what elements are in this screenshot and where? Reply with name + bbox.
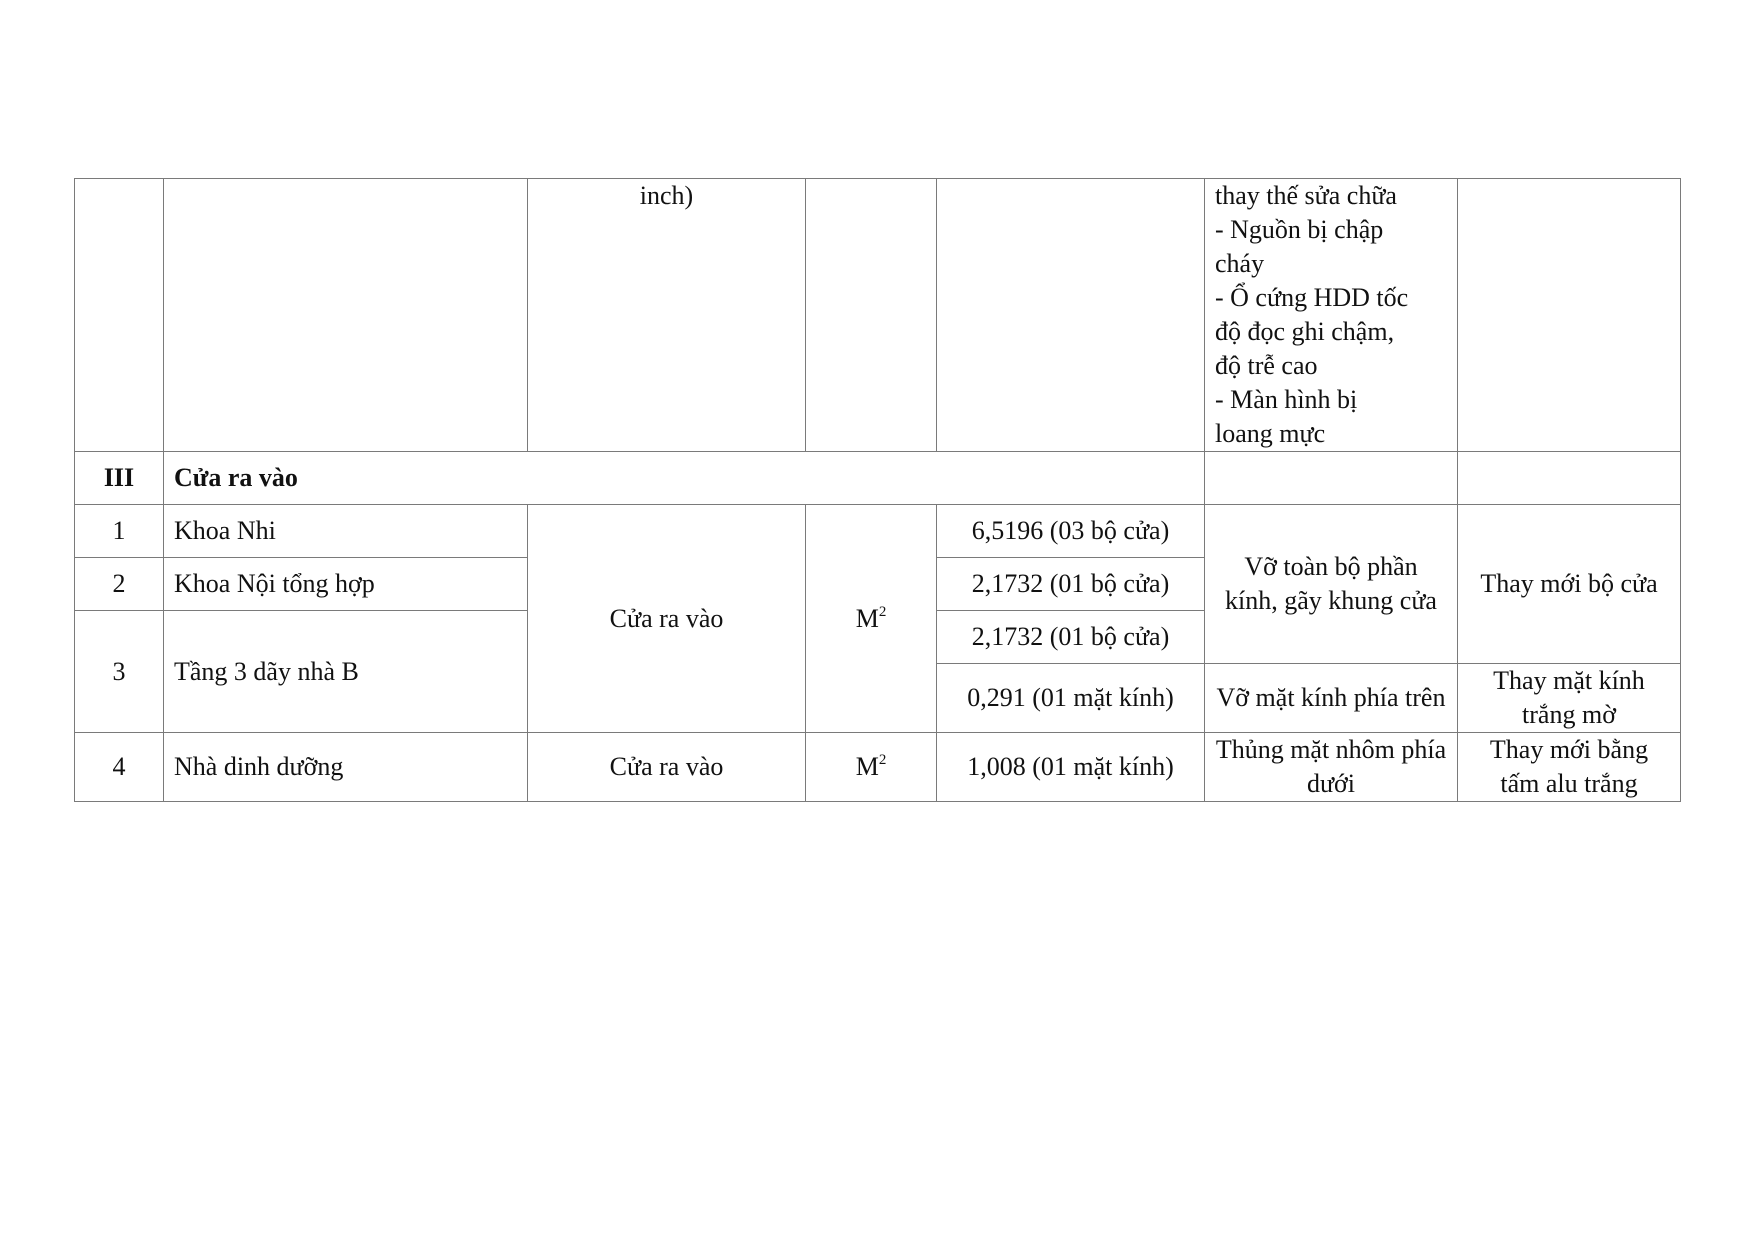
condition-line: - Nguồn bị chập (1215, 215, 1384, 244)
unit-cell (806, 505, 937, 733)
stt-cell: 2 (75, 558, 164, 611)
equipment-table (74, 178, 1681, 802)
unit-exponent: 2 (878, 603, 887, 620)
quantity-cell: 2,1732 (01 bộ cửa) (937, 558, 1205, 611)
solution-cell: Thay mới bằng tấm alu trắng (1458, 733, 1681, 802)
stt-cell: 4 (75, 733, 164, 802)
condition-cell: Thủng mặt nhôm phía dưới (1205, 733, 1458, 802)
stt-cell: 1 (75, 505, 164, 558)
item-cell: Cửa ra vào (528, 505, 806, 733)
unit-exponent: 2 (878, 752, 887, 768)
section-condition-empty (1205, 452, 1458, 505)
section-title: Cửa ra vào (164, 452, 1205, 505)
condition-line: cháy (1215, 249, 1265, 278)
condition-line: độ trễ cao (1215, 351, 1318, 380)
condition-line: - Màn hình bị (1215, 385, 1358, 414)
solution-cell: Thay mới bộ cửa (1458, 505, 1681, 664)
section-row (75, 452, 1681, 505)
unit-base: M (855, 603, 879, 633)
table-row (75, 505, 1681, 558)
section-solution-empty (1458, 452, 1681, 505)
location-cell: Khoa Nội tổng hợp (164, 558, 528, 611)
solution-cell-empty (1458, 179, 1681, 452)
location-cell-empty (164, 179, 528, 452)
quantity-cell: 2,1732 (01 bộ cửa) (937, 611, 1205, 664)
condition-cell (1205, 179, 1458, 452)
quantity-cell: 6,5196 (03 bộ cửa) (937, 505, 1205, 558)
table-row (75, 733, 1681, 802)
continuation-row (75, 179, 1681, 452)
quantity-cell: 0,291 (01 mặt kính) (937, 664, 1205, 733)
quantity-cell: 1,008 (01 mặt kính) (937, 733, 1205, 802)
unit-cell-empty (806, 179, 937, 452)
condition-cell: Vỡ mặt kính phía trên (1205, 664, 1458, 733)
condition-line: độ đọc ghi chậm, (1215, 317, 1395, 346)
spec-cell: inch) (528, 179, 806, 452)
section-number: III (75, 452, 164, 505)
stt-cell: 3 (75, 611, 164, 733)
location-cell: Nhà dinh dưỡng (164, 733, 528, 802)
condition-line: thay thế sửa chữa (1215, 181, 1397, 210)
location-cell: Tầng 3 dãy nhà B (164, 611, 528, 733)
condition-line: - Ổ cứng HDD tốc (1215, 283, 1409, 312)
condition-cell: Vỡ toàn bộ phần kính, gãy khung cửa (1205, 505, 1458, 664)
unit-base: M (855, 752, 879, 781)
item-cell: Cửa ra vào (528, 733, 806, 802)
stt-cell-empty (75, 179, 164, 452)
quantity-cell-empty (937, 179, 1205, 452)
unit-cell (806, 733, 937, 802)
solution-cell: Thay mặt kính trắng mờ (1458, 664, 1681, 733)
location-cell: Khoa Nhi (164, 505, 528, 558)
condition-line: loang mực (1215, 419, 1326, 448)
